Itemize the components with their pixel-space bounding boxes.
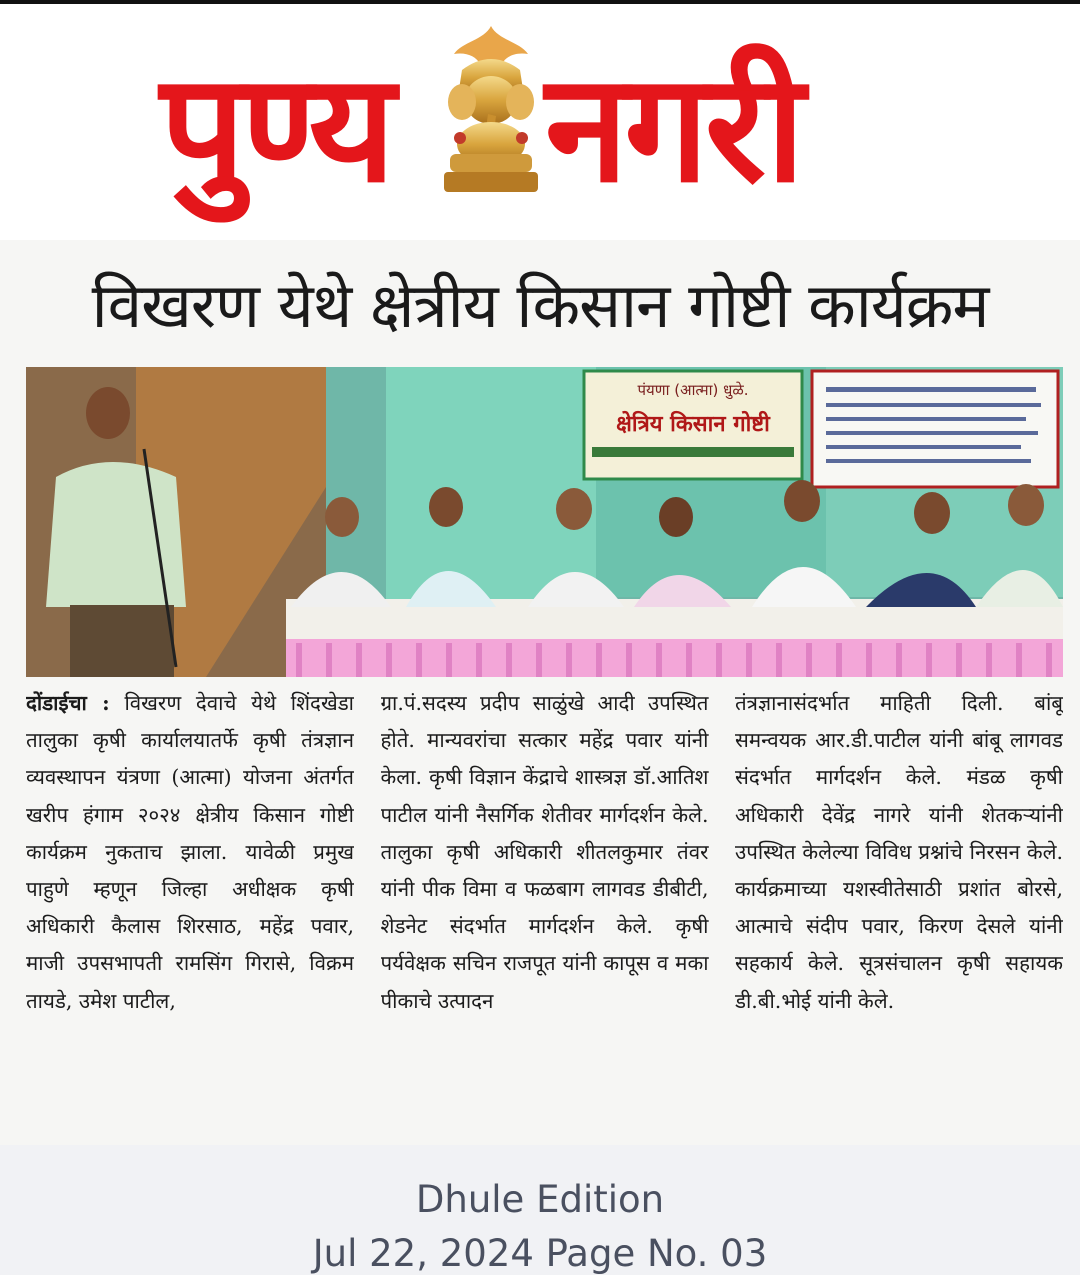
masthead [0, 4, 1080, 240]
article-column-1 [26, 685, 354, 1145]
edition-name: Dhule Edition [415, 1178, 665, 1221]
edition-footer [0, 1145, 1080, 1275]
article-column-2: ग्रा.पं.सदस्य प्रदीप साळुंखे आदी उपस्थित होते. मान्यवरांचा सत्कार महेंद्र पवार यांनी केला. कृषी विज्ञान केंद्राचे शास्त्रज्ञ डॉ.आतिश पाटील यांनी नैसर्गिक शेतीवर मार्गदर्शन केले. तालुका कृषी अधिकारी शीतलकुमार तंवर यांनी पीक विमा व फळबाग लागवड डीबीटी, शेडनेट संदर्भात मार्गदर्शन केले. कृषी पर्यवेक्षक सचिन राजपूत यांनी कापूस व मका पीकाचे उत्पादन [380, 691, 709, 1013]
banner-title: क्षेत्रिय किसान गोष्टी [616, 412, 770, 437]
masthead-title-left: पुण्य [160, 42, 392, 216]
article-headline: विखरण येथे क्षेत्रीय किसान गोष्टी कार्यक्रम [91, 269, 989, 342]
edition-date-page: Jul 22, 2024 Page No. 03 [312, 1232, 768, 1275]
article-column-1-text: विखरण देवाचे येथे शिंदखेडा तालुका कृषी कार्यालयातर्फे कृषी तंत्रज्ञान व्यवस्थापन यंत्रणा (आत्मा) योजना अंतर्गत खरीप हंगाम २०२४ क्षेत्रीय किसान गोष्टी कार्यक्रम नुकताच झाला. यावेळी प्रमुख पाहुणे म्हणून जिल्हा अधीक्षक कृषी अधिकारी कैलास शिरसाठ, महेंद्र पवार, माजी उपसभापती रामसिंग गिरासे, विक्रम तायडे, उमेश पाटील, [26, 691, 354, 1013]
ganesha-idol-icon [432, 26, 550, 196]
masthead-title-right: नगरी [545, 42, 801, 216]
banner-line1: पंयणा (आत्मा) धुळे. [637, 381, 749, 399]
article-column-3: तंत्रज्ञानासंदर्भात माहिती दिली. बांबू समन्वयक आर.डी.पाटील यांनी बांबू लागवड संदर्भात मार्गदर्शन केले. मंडळ कृषी अधिकारी देवेंद्र नागरे यांनी शेतकऱ्यांनी उपस्थित केलेल्या विविध प्रश्नांचे निरसन केले. कार्यक्रमाच्या यशस्वीतेसाठी प्रशांत बोरसे, आत्माचे संदीप पवार, किरण देसले यांनी सहकार्य केले. सूत्रसंचालन कृषी सहायक डी.बी.भोई यांनी केले. [735, 691, 1063, 1013]
event-photo [26, 367, 1063, 677]
article-dateline: दोंडाईचा : [26, 691, 110, 715]
article-body [26, 685, 1063, 1145]
